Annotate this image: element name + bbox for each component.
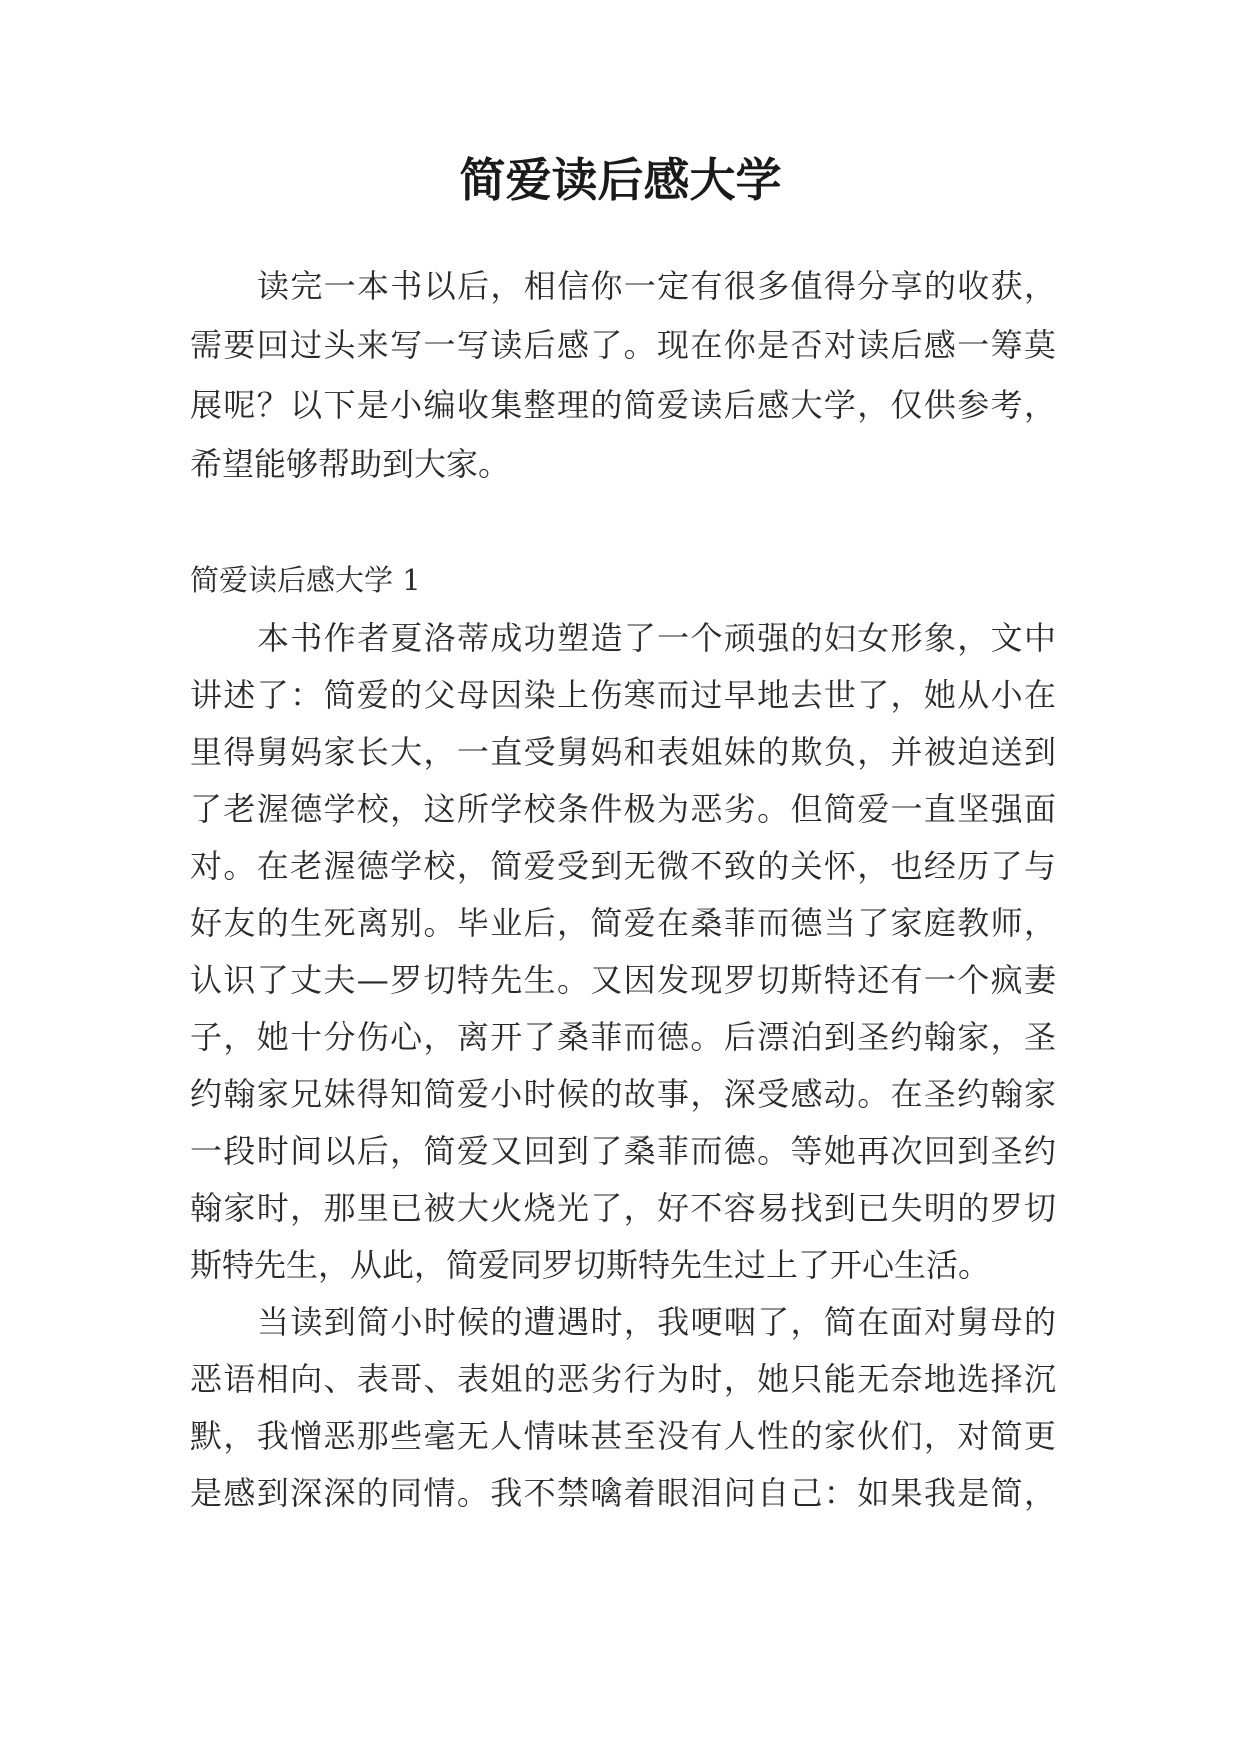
paragraph-line: 是感到深深的同情。我不禁噙着眼泪问自己：如果我是简， xyxy=(190,1474,1056,1513)
body-paragraph-1 xyxy=(190,610,1056,1295)
paragraph-line: 翰家时，那里已被大火烧光了，好不容易找到已失明的罗切 xyxy=(190,1189,1056,1228)
paragraph-line: 约翰家兄妹得知简爱小时候的故事，深受感动。在圣约翰家 xyxy=(190,1075,1056,1113)
paragraph-line: 了老渥德学校，这所学校条件极为恶劣。但简爱一直坚强面 xyxy=(190,789,1056,828)
paragraph-line: 好友的生死离别。毕业后，简爱在桑菲而德当了家庭教师， xyxy=(190,903,1056,942)
paragraph-line: 读完一本书以后，相信你一定有很多值得分享的收获， xyxy=(257,267,1056,305)
paragraph-line: 一段时间以后，简爱又回到了桑菲而德。等她再次回到圣约 xyxy=(190,1132,1056,1171)
paragraph-line: 当读到简小时候的遭遇时，我哽咽了，简在面对舅母的 xyxy=(257,1303,1056,1342)
paragraph-line: 恶语相向、表哥、表姐的恶劣行为时，她只能无奈地选择沉 xyxy=(190,1360,1056,1399)
paragraph-line: 里得舅妈家长大，一直受舅妈和表姐妹的欺负，并被迫送到 xyxy=(190,732,1056,771)
body-text xyxy=(190,610,1056,1523)
intro-paragraph xyxy=(190,257,1056,494)
document-title: 简爱读后感大学 xyxy=(459,153,782,207)
paragraph-line: 展呢？以下是小编收集整理的简爱读后感大学，仅供参考， xyxy=(190,385,1056,424)
paragraph-line: 需要回过头来写一写读后感了。现在你是否对读后感一筹莫 xyxy=(190,326,1056,365)
section-heading: 简爱读后感大学 1 xyxy=(190,563,421,597)
paragraph-line: 希望能够帮助到大家。 xyxy=(190,444,511,483)
paragraph-line: 讲述了：简爱的父母因染上伤寒而过早地去世了，她从小在 xyxy=(190,675,1056,714)
paragraph-line: 认识了丈夫—罗切特先生。又因发现罗切斯特还有一个疯妻 xyxy=(190,960,1056,999)
paragraph-line: 默，我憎恶那些毫无人情味甚至没有人性的家伙们，对简更 xyxy=(190,1417,1056,1456)
paragraph-line: 对。在老渥德学校，简爱受到无微不致的关怀，也经历了与 xyxy=(190,846,1056,885)
paragraph-line: 斯特先生，从此，简爱同罗切斯特先生过上了开心生活。 xyxy=(190,1246,991,1285)
paragraph-line: 本书作者夏洛蒂成功塑造了一个顽强的妇女形象，文中 xyxy=(257,618,1056,657)
body-paragraph-2 xyxy=(190,1294,1056,1522)
paragraph-line: 子，她十分伤心，离开了桑菲而德。后漂泊到圣约翰家，圣 xyxy=(190,1017,1056,1056)
